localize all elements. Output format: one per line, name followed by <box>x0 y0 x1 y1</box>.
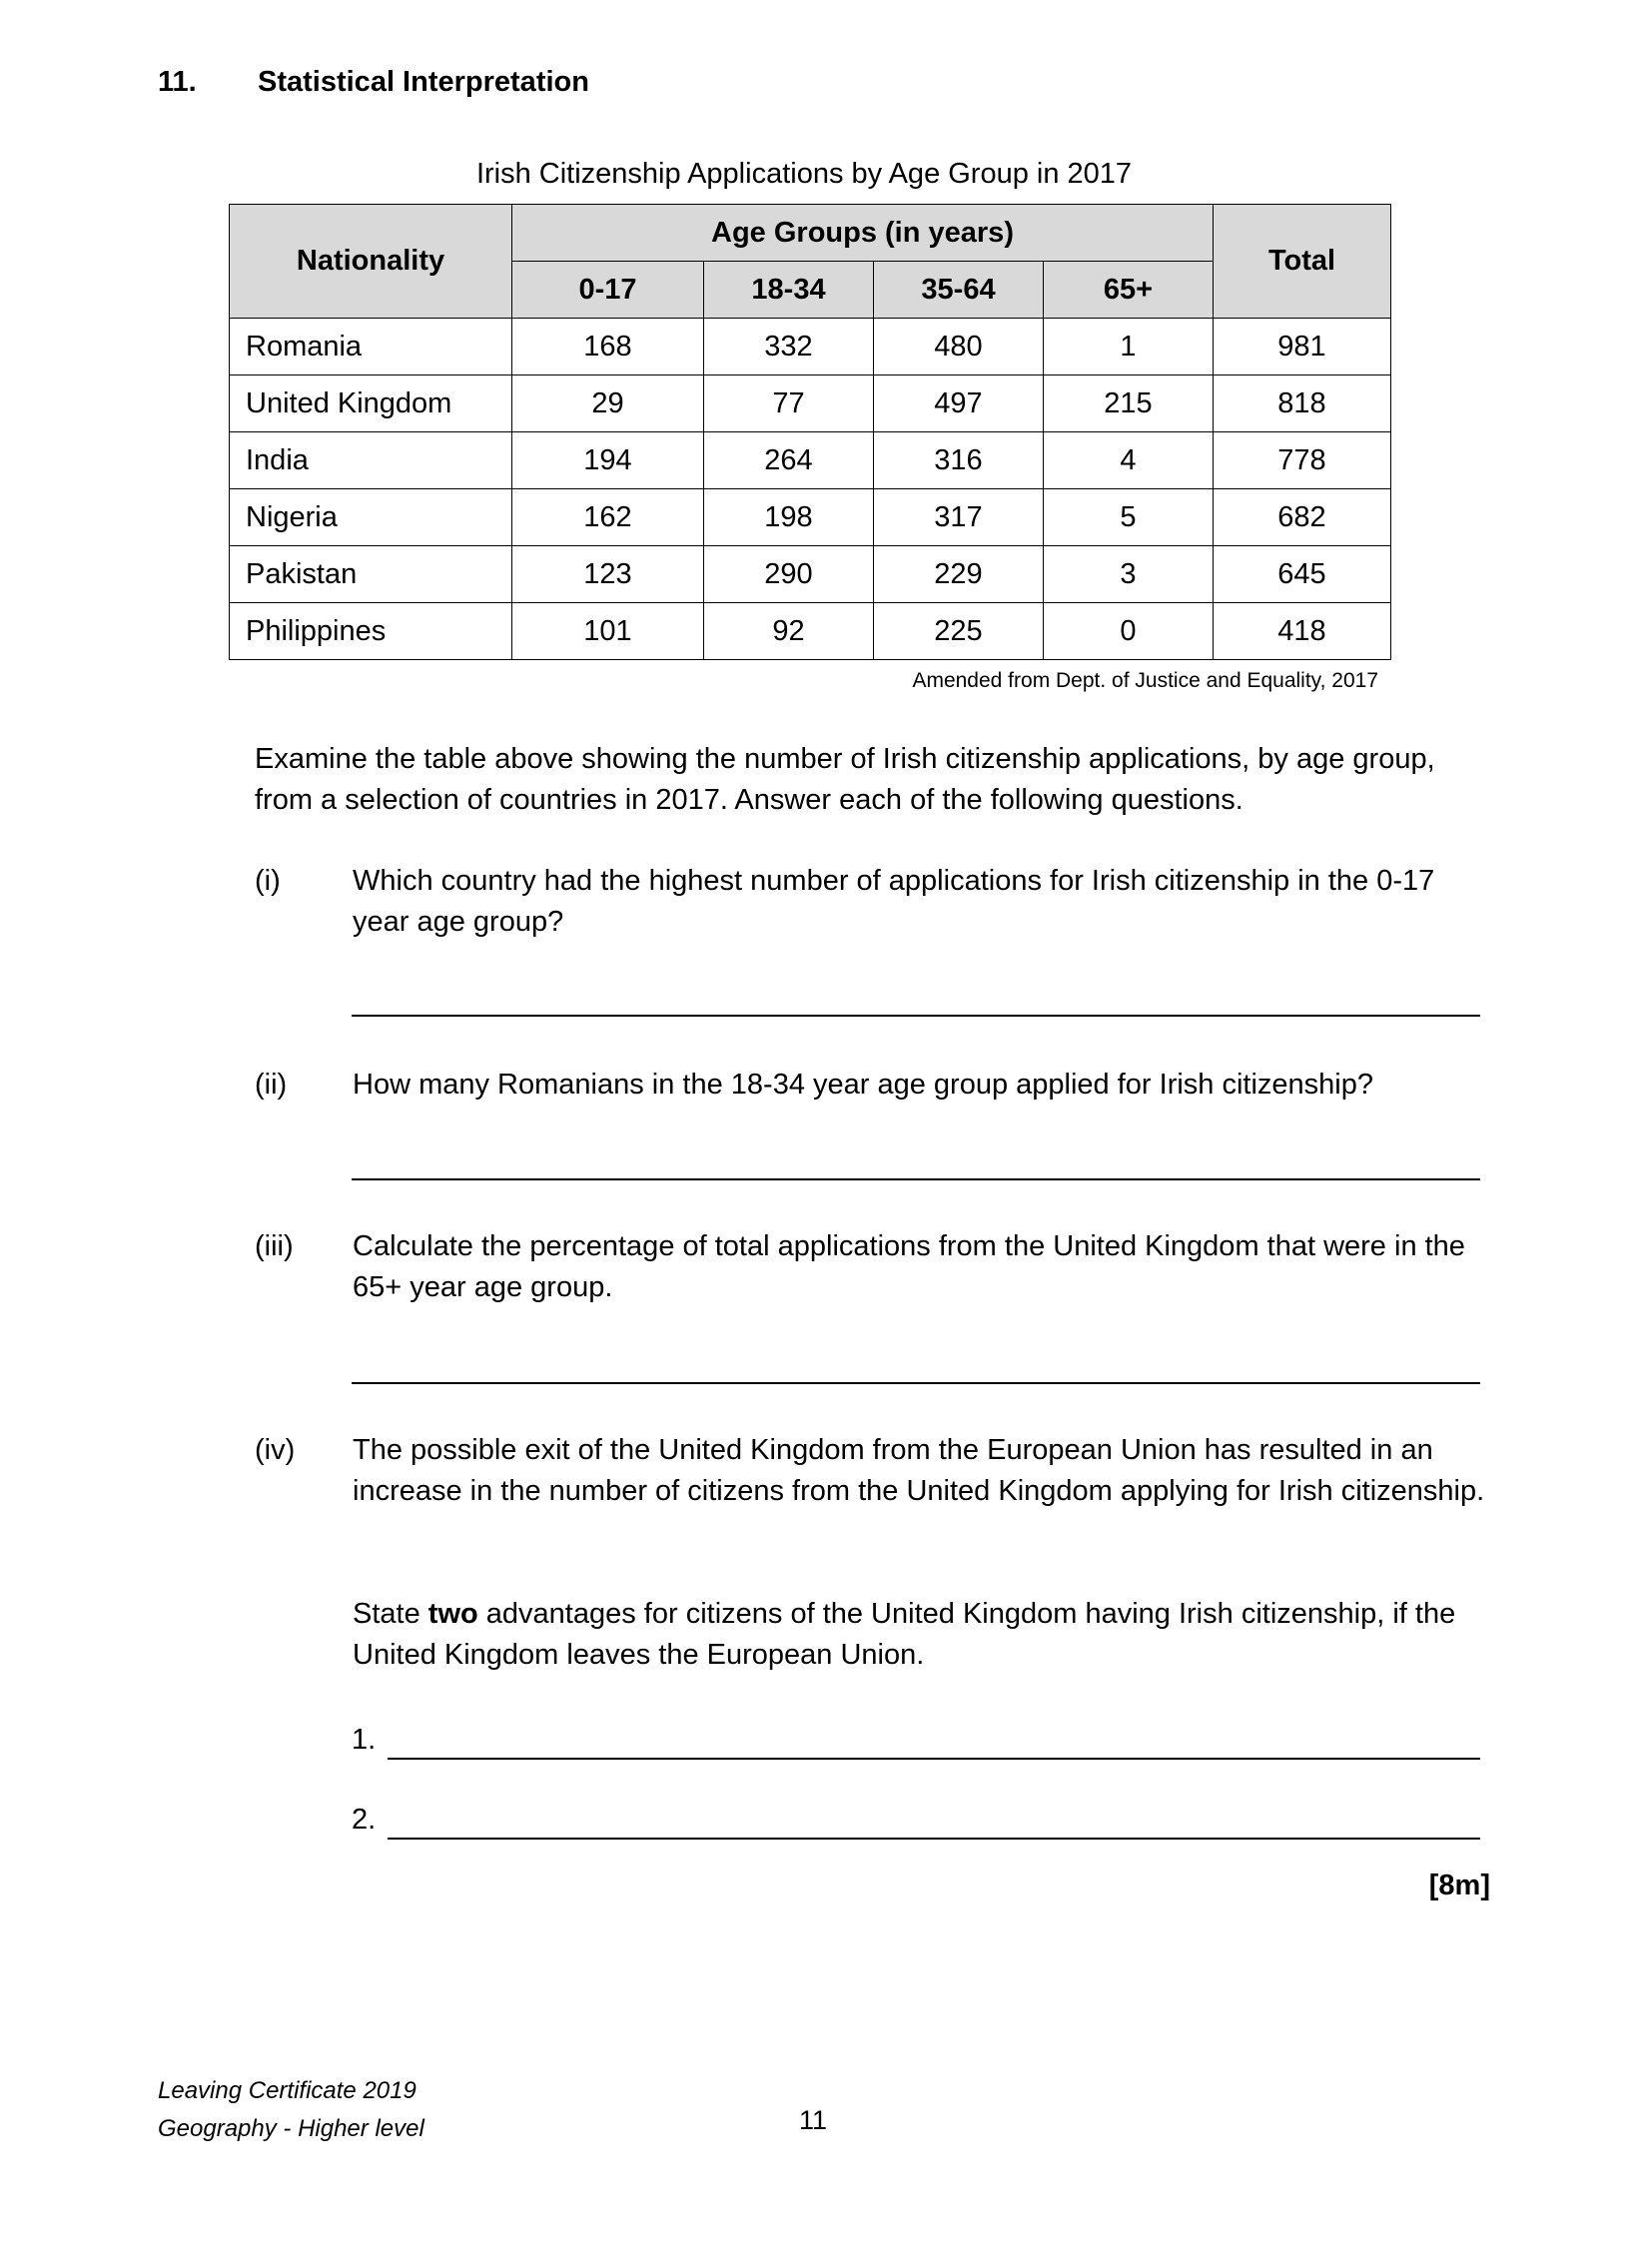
header-age-groups: Age Groups (in years) <box>512 205 1214 262</box>
intro-text: Examine the table above showing the number of Irish citizenship applications, by age group, from a selection of countries in 2017. Answer each of the following questions. <box>255 743 1435 816</box>
header-nationality: Nationality <box>230 205 512 319</box>
answer-line-iv-1[interactable] <box>388 1758 1480 1760</box>
cell-value: 264 <box>704 432 874 489</box>
header-age-65-plus: 65+ <box>1044 262 1214 319</box>
cell-total: 778 <box>1214 432 1391 489</box>
cell-value: 4 <box>1044 432 1214 489</box>
cell-value: 123 <box>512 546 704 603</box>
answer-line-iv-2[interactable] <box>388 1838 1480 1840</box>
question-number: 11. <box>158 66 197 98</box>
cell-value: 29 <box>512 375 704 432</box>
table-row <box>230 603 1391 660</box>
cell-value: 0 <box>1044 603 1214 660</box>
citizenship-table <box>229 204 1391 660</box>
cell-value: 198 <box>704 489 874 546</box>
cell-total: 818 <box>1214 375 1391 432</box>
state-suffix: advantages for citizens of the United Kingdom having Irish citizenship, if the United Kingdom leaves the European Union. <box>353 1598 1456 1671</box>
answer-line-i[interactable] <box>352 1015 1480 1017</box>
cell-value: 168 <box>512 319 704 375</box>
footer-exam: Leaving Certificate 2019 <box>158 2077 416 2104</box>
answer-number-1: 1. <box>352 1724 377 1756</box>
table-row <box>230 375 1391 432</box>
page-number: 11 <box>799 2105 828 2135</box>
cell-total: 981 <box>1214 319 1391 375</box>
row-country: Nigeria <box>230 489 512 546</box>
cell-total: 418 <box>1214 603 1391 660</box>
row-country: United Kingdom <box>230 375 512 432</box>
question-label: (iii) <box>255 1230 294 1262</box>
row-country: Pakistan <box>230 546 512 603</box>
cell-value: 5 <box>1044 489 1214 546</box>
cell-value: 316 <box>874 432 1044 489</box>
header-age-35-64: 35-64 <box>874 262 1044 319</box>
cell-value: 225 <box>874 603 1044 660</box>
cell-value: 1 <box>1044 319 1214 375</box>
cell-value: 317 <box>874 489 1044 546</box>
table-row <box>230 489 1391 546</box>
row-country: India <box>230 432 512 489</box>
state-prefix: State <box>353 1598 428 1630</box>
cell-value: 215 <box>1044 375 1214 432</box>
header-total: Total <box>1214 205 1391 319</box>
cell-value: 194 <box>512 432 704 489</box>
question-label: (iv) <box>255 1434 296 1466</box>
question-text: The possible exit of the United Kingdom from the European Union has resulted in an increase in the number of citizens from the United Kingdom applying for Irish citizenship. <box>353 1434 1485 1507</box>
question-title: Statistical Interpretation <box>258 66 589 98</box>
table-row <box>230 432 1391 489</box>
header-age-18-34: 18-34 <box>704 262 874 319</box>
question-text: How many Romanians in the 18-34 year age group applied for Irish citizenship? <box>353 1069 1374 1101</box>
question-label: (ii) <box>255 1069 288 1101</box>
cell-value: 332 <box>704 319 874 375</box>
question-text: Which country had the highest number of applications for Irish citizenship in the 0-17 year age group? <box>353 865 1435 938</box>
cell-value: 162 <box>512 489 704 546</box>
question-label: (i) <box>255 865 281 897</box>
question-heading <box>158 66 589 99</box>
cell-value: 3 <box>1044 546 1214 603</box>
marks-label: [8m] <box>1428 1870 1490 1901</box>
answer-number-2: 2. <box>352 1804 377 1836</box>
cell-total: 645 <box>1214 546 1391 603</box>
state-two-advantages <box>353 1594 1491 1676</box>
cell-value: 101 <box>512 603 704 660</box>
table-row <box>230 319 1391 375</box>
cell-total: 682 <box>1214 489 1391 546</box>
cell-value: 77 <box>704 375 874 432</box>
header-age-0-17: 0-17 <box>512 262 704 319</box>
row-country: Philippines <box>230 603 512 660</box>
row-country: Romania <box>230 319 512 375</box>
table-source: Amended from Dept. of Justice and Equality, 2017 <box>912 669 1378 692</box>
question-text: Calculate the percentage of total applications from the United Kingdom that were in the 65+ year age group. <box>353 1230 1465 1303</box>
cell-value: 92 <box>704 603 874 660</box>
cell-value: 497 <box>874 375 1044 432</box>
table-caption: Irish Citizenship Applications by Age Group in 2017 <box>475 158 1133 190</box>
footer-subject: Geography - Higher level <box>158 2115 424 2142</box>
cell-value: 229 <box>874 546 1044 603</box>
cell-value: 480 <box>874 319 1044 375</box>
answer-line-ii[interactable] <box>352 1178 1480 1180</box>
state-bold-word: two <box>427 1598 478 1630</box>
answer-line-iii[interactable] <box>352 1382 1480 1384</box>
table-row <box>230 546 1391 603</box>
cell-value: 290 <box>704 546 874 603</box>
